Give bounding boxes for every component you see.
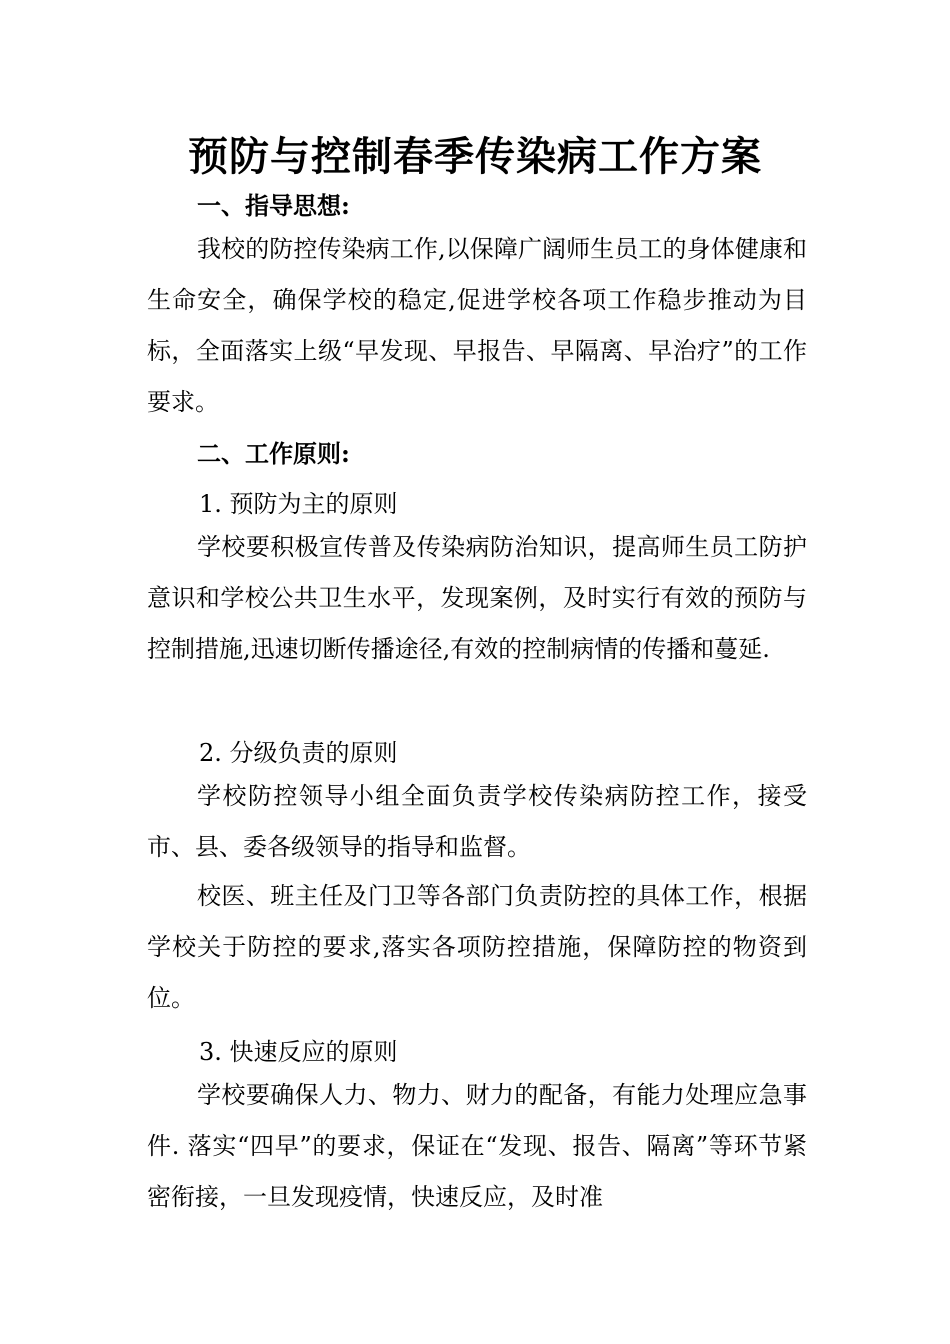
principle-title-graded-responsibility: 2. 分级负责的原则 bbox=[199, 739, 398, 767]
principle-title-prevention: 1. 预防为主的原则 bbox=[199, 490, 398, 518]
paragraph-graded-responsibility-2: 校医、班主任及门卫等各部门负责防控的具体工作，根据学校关于防控的要求,落实各项防控措施，保障防控的物资到位。 bbox=[147, 882, 807, 1012]
section-heading-work-principles: 二、工作原则: bbox=[197, 439, 350, 468]
document-title: 预防与控制春季传染病工作方案 bbox=[188, 133, 762, 180]
paragraph-guiding-ideology: 我校的防控传染病工作,以保障广阔师生员工的身体健康和生命安全，确保学校的稳定,促进学校各项工作稳步推动为目标，全面落实上级“早发现、早报告、早隔离、早治疗”的工作要求。 bbox=[147, 235, 807, 416]
paragraph-rapid-response: 学校要确保人力、物力、财力的配备，有能力处理应急事件. 落实“四早”的要求，保证在“发现、报告、隔离”等环节紧密衔接，一旦发现疫情，快速反应，及时准 bbox=[147, 1081, 807, 1211]
paragraph-graded-responsibility-1: 学校防控领导小组全面负责学校传染病防控工作，接受市、县、委各级领导的指导和监督。 bbox=[147, 782, 807, 861]
paragraph-prevention: 学校要积极宣传普及传染病防治知识，提高师生员工防护意识和学校公共卫生水平，发现案例，及时实行有效的预防与控制措施,迅速切断传播途径,有效的控制病情的传播和蔓延. bbox=[147, 533, 807, 663]
principle-title-rapid-response: 3. 快速反应的原则 bbox=[199, 1038, 398, 1066]
section-heading-guiding-ideology: 一、指导思想: bbox=[197, 191, 350, 220]
